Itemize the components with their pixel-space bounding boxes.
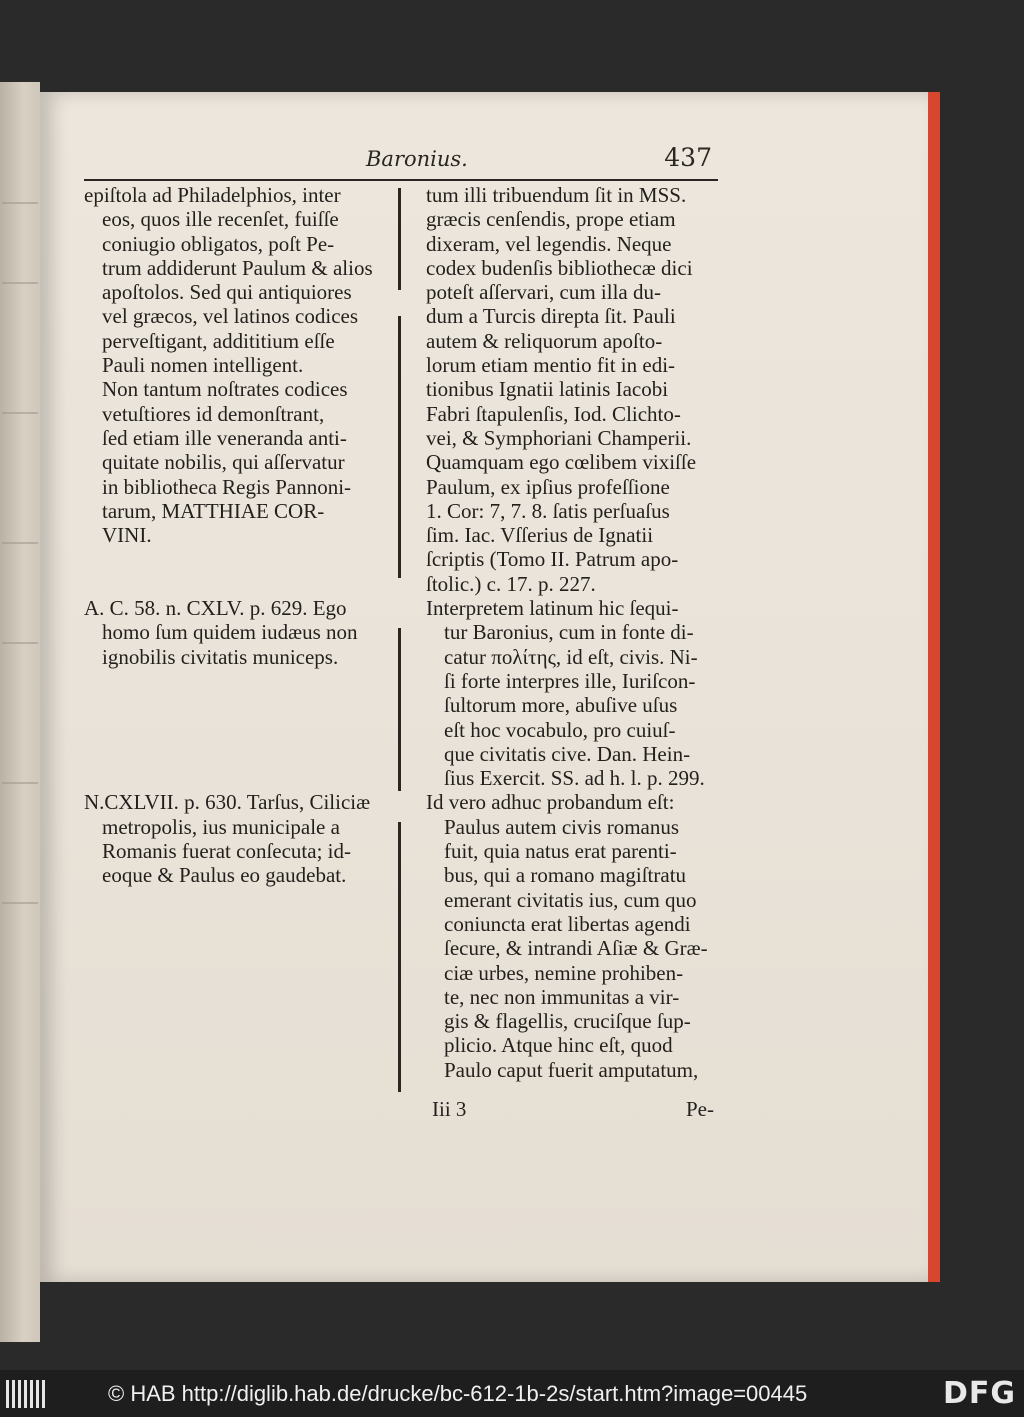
right-column-line: ſcriptis (Tomo II. Patrum apo- bbox=[426, 547, 679, 572]
left-column-line: quitate nobilis, qui aſſervatur bbox=[102, 450, 345, 475]
header-rule bbox=[84, 179, 718, 181]
left-column-line bbox=[84, 766, 390, 790]
right-column-line: eſt hoc vocabulo, pro cuiuſ- bbox=[444, 717, 676, 742]
left-column-line bbox=[84, 718, 390, 742]
signature-mark: Iii 3 bbox=[432, 1097, 467, 1121]
right-column-line: emerant civitatis ius, cum quo bbox=[444, 887, 697, 912]
left-column-line: metropolis, ius municipale a bbox=[102, 814, 340, 839]
page-number: 437 bbox=[664, 143, 712, 172]
right-column-line: græcis cenſendis, prope etiam bbox=[426, 207, 676, 232]
right-column-line: tum illi tribuendum ſit in MSS. bbox=[426, 183, 687, 207]
left-column-line: epiſtola ad Philadelphios, inter bbox=[84, 183, 341, 207]
right-column-line: lorum etiam mentio fit in edi- bbox=[426, 353, 676, 378]
right-column-line: gis & flagellis, cruciſque ſup- bbox=[444, 1009, 691, 1034]
right-column-line: dixeram, vel legendis. Neque bbox=[426, 231, 672, 256]
left-column-line bbox=[84, 742, 390, 766]
right-column-line: codex budenſis bibliothecæ dici bbox=[426, 255, 693, 280]
left-column-line: apoſtolos. Sed qui antiquiores bbox=[102, 280, 352, 305]
page-red-edge bbox=[928, 92, 940, 1282]
right-column-line: dum a Turcis direpta ſit. Pauli bbox=[426, 304, 676, 329]
right-column-line: plicio. Atque hinc eſt, quod bbox=[444, 1033, 673, 1058]
right-column-line: ſecure, & intrandi Aſiæ & Græ- bbox=[444, 936, 708, 961]
left-column-line: perveſtigant, addititium eſſe bbox=[102, 328, 335, 353]
column-divider-middle bbox=[398, 628, 401, 791]
column-divider-upper bbox=[398, 316, 401, 578]
right-column-line: autem & reliquorum apoſto- bbox=[426, 328, 663, 353]
left-column-line: Romanis fuerat conſecuta; id- bbox=[102, 839, 351, 864]
right-column-line: que civitatis cive. Dan. Hein- bbox=[444, 741, 691, 766]
right-column-line: Paulum, ex ipſius profeſſione bbox=[426, 474, 670, 499]
left-column-line: N.CXLVII. p. 630. Tarſus, Ciliciæ bbox=[84, 790, 371, 815]
right-column-line: Interpretem latinum hic ſequi- bbox=[426, 596, 679, 621]
dfg-logo: DFG bbox=[942, 1376, 1016, 1411]
right-column-line: ſtolic.) c. 17. p. 227. bbox=[426, 571, 596, 596]
left-column-line: vetuſtiores id demonſtrant, bbox=[102, 401, 325, 426]
right-column-line: fuit, quia natus erat parenti- bbox=[444, 839, 677, 864]
right-column-line: Fabri ſtapulenſis, Iod. Clichto- bbox=[426, 401, 681, 426]
left-column-line bbox=[84, 693, 390, 717]
right-column-line: ſim. Iac. Vſſerius de Ignatii bbox=[426, 523, 654, 548]
right-column-line: ſius Exercit. SS. ad h. l. p. 299. bbox=[444, 766, 705, 791]
left-column-line: Non tantum noſtrates codices bbox=[102, 377, 348, 402]
right-column-line: te, nec non immunitas a vir- bbox=[444, 984, 680, 1009]
left-column-line: tarum, MATTHIAE COR- bbox=[102, 498, 325, 523]
right-column-line: Id vero adhuc probandum eſt: bbox=[426, 790, 675, 815]
left-column-line: trum addiderunt Paulum & alios bbox=[102, 255, 373, 280]
left-column-line bbox=[84, 547, 390, 571]
left-column-line: VINI. bbox=[102, 523, 152, 548]
left-column-line: eoque & Paulus eo gaudebat. bbox=[102, 863, 347, 888]
left-column-line bbox=[84, 572, 390, 596]
page-header bbox=[84, 143, 724, 183]
footer-bar bbox=[0, 1370, 1024, 1417]
left-column-line: Pauli nomen intelligent. bbox=[102, 353, 304, 378]
right-column-line: Paulo caput fuerit amputatum, bbox=[444, 1057, 699, 1082]
left-column bbox=[84, 183, 390, 888]
right-column-line: Paulus autem civis romanus bbox=[444, 814, 680, 839]
barcode-icon bbox=[6, 1380, 46, 1408]
column-divider-top bbox=[398, 188, 401, 290]
left-column-line: ignobilis civitatis municeps. bbox=[102, 644, 339, 669]
right-column bbox=[426, 183, 726, 1082]
left-column-line: in bibliotheca Regis Pannoni- bbox=[102, 474, 352, 499]
right-column-line: catur πολίτης, id eſt, civis. Ni- bbox=[444, 644, 698, 669]
catchword: Pe- bbox=[686, 1097, 714, 1121]
copyright-link-text: © HAB http://diglib.hab.de/drucke/bc-612-1b-2s/start.htm?image=00445 bbox=[108, 1381, 808, 1406]
left-column-line: ſed etiam ille veneranda anti- bbox=[102, 425, 347, 450]
left-column-line: homo ſum quidem iudæus non bbox=[102, 620, 358, 645]
right-column-line: bus, qui a romano magiſtratu bbox=[444, 863, 687, 888]
left-column-line: coniugio obligatos, poſt Pe- bbox=[102, 231, 335, 256]
left-column-line bbox=[84, 669, 390, 693]
left-column-line: vel græcos, vel latinos codices bbox=[102, 304, 359, 329]
right-column-line: tionibus Ignatii latinis Iacobi bbox=[426, 377, 669, 402]
column-divider-lower bbox=[398, 822, 401, 1092]
running-head: Baronius. bbox=[366, 147, 468, 171]
right-column-line: coniuncta erat libertas agendi bbox=[444, 911, 691, 936]
right-column-line: ſultorum more, abuſive uſus bbox=[444, 693, 678, 718]
right-column-line: 1. Cor: 7, 7. 8. ſatis perſuaſus bbox=[426, 498, 670, 523]
right-column-line: vei, & Symphoriani Champerii. bbox=[426, 425, 692, 450]
left-column-line: A. C. 58. n. CXLV. p. 629. Ego bbox=[84, 596, 347, 621]
left-column-line: eos, quos ille recenſet, fuiſſe bbox=[102, 207, 339, 232]
previous-page-edge bbox=[0, 82, 40, 1342]
right-column-line: ſi forte interpres ille, Iuriſcon- bbox=[444, 668, 696, 693]
right-column-line: Quamquam ego cœlibem vixiſſe bbox=[426, 450, 697, 475]
right-column-line: tur Baronius, cum in fonte di- bbox=[444, 620, 694, 645]
right-column-line: poteſt aſſervari, cum illa du- bbox=[426, 280, 661, 305]
right-column-line: ciæ urbes, nemine prohiben- bbox=[444, 960, 684, 985]
